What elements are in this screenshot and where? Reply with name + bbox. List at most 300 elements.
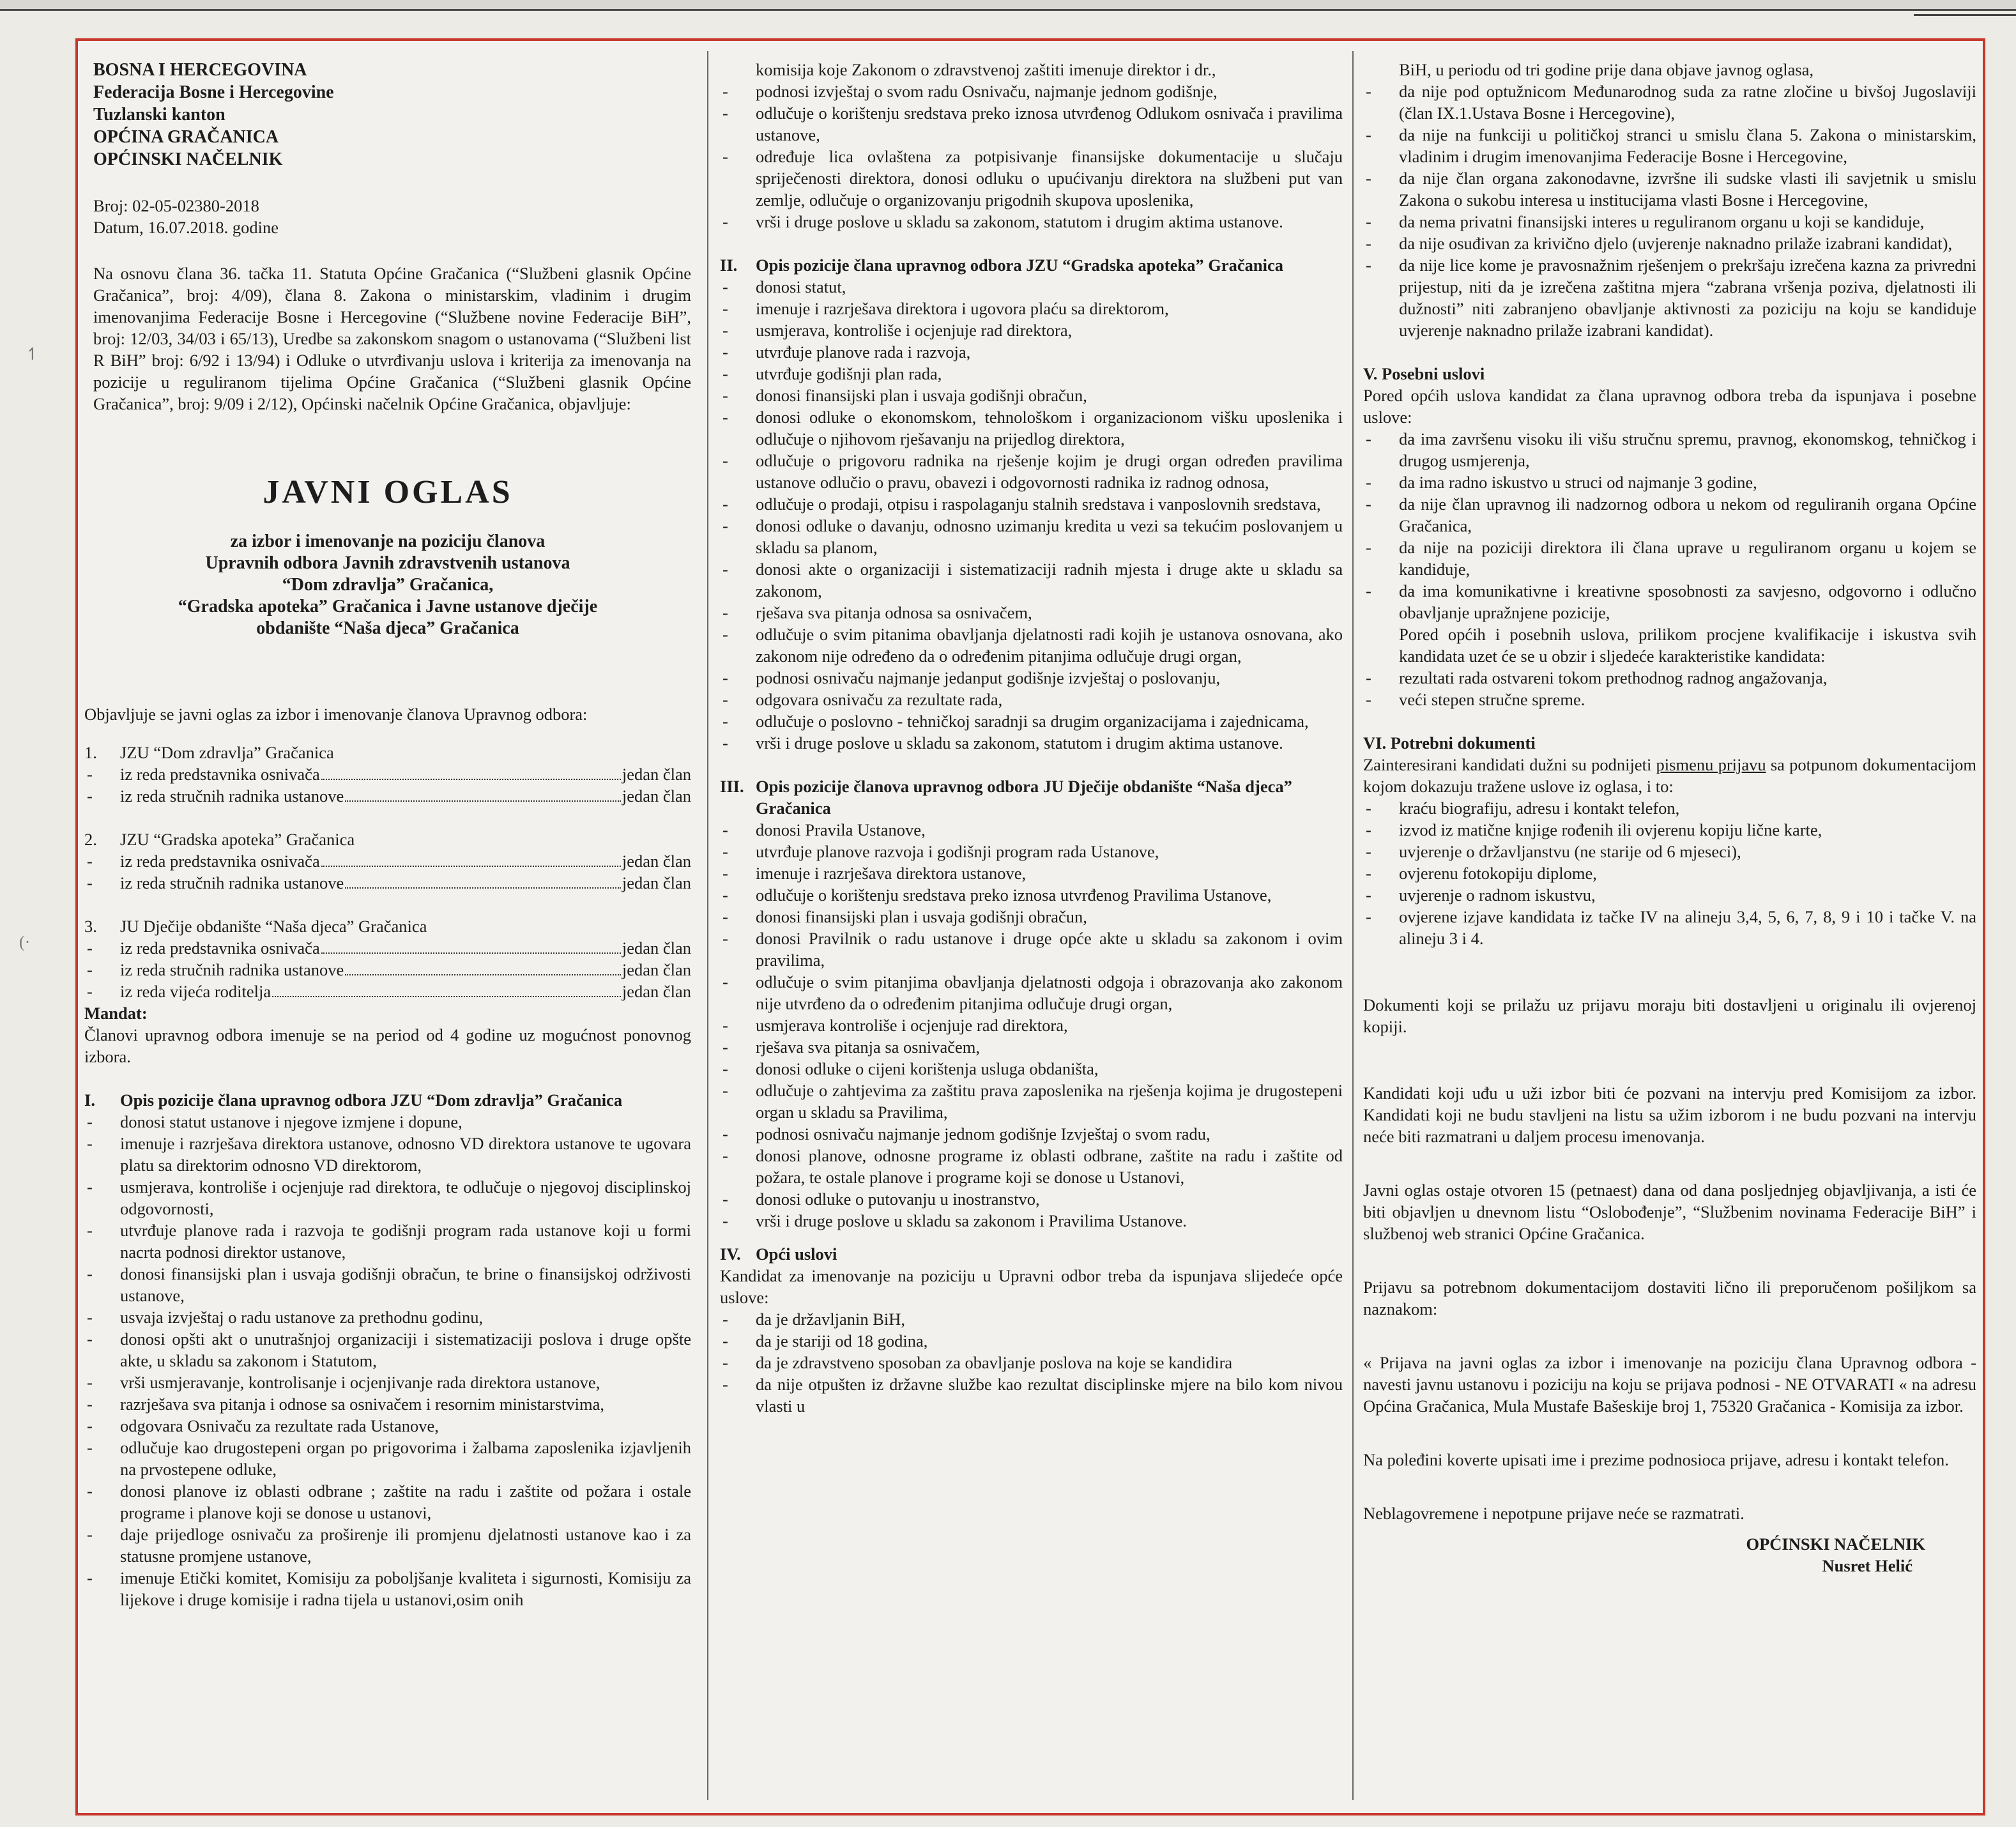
letterhead-line: BOSNA I HERCEGOVINA [93,60,307,80]
list-item [720,276,1343,298]
list-item [720,385,1343,406]
bullet-dash: - [722,451,728,470]
list-item [1363,254,1976,341]
bullet-dash: - [87,1525,93,1544]
list-item [1363,884,1976,906]
list-item-text: odlučuje o svim pitanjima obavljanja djelatnosti odgoja i obrazovanja ako zakonom nije utvrđeno da o određenim pitanjima odlučuje drugi organ, [756,972,1343,1013]
list-item-text: usmjerava, kontroliše i ocjenjuje rad direktora, te odlučuje o njegovoj disciplinskoj odgovornosti, [120,1177,691,1218]
list-item-text: donosi finansijski plan i usvaja godišnji obračun, [756,386,1087,405]
bullet-dash: - [87,1134,93,1153]
bullet-dash: - [722,603,728,622]
announcement-text: Objavljuje se javni oglas za izbor i imenovanje članova Upravnog odbora: [84,705,588,724]
bullet-dash: - [1366,82,1371,101]
reference-date: Datum, 16.07.2018. godine [93,218,279,237]
list-item [720,146,1343,211]
list-item-text: donosi statut, [756,277,846,296]
bullet-dash: - [722,864,728,883]
bullet-dash: - [722,733,728,753]
notice-title: JAVNI OGLAS [263,474,513,510]
public-notice [75,38,1985,1816]
section-heading [1363,732,1976,754]
list-item-text: daje prijedloge osnivaču za proširenje ili promjenu djelatnosti ustanove kao i za statusne promjene ustanove, [120,1525,691,1566]
institution-name: JZU “Gradska apoteka” Gračanica [120,830,355,849]
list-item [1363,862,1976,884]
list-item-text: komisija koje Zakonom o zdravstvenoj zaštiti imenuje direktor i dr., [756,60,1216,79]
list-item [84,1328,691,1372]
list-item [1363,906,1976,949]
bullet-dash: - [1366,429,1371,448]
list-item [1363,167,1976,211]
list-item-text: da nije otpušten iz državne službe kao rezultat disciplinske mjere na bilo kom nivou vlasti u [756,1375,1343,1416]
bullet-dash: - [722,1211,728,1230]
closing-paragraph: « Prijava na javni oglas za izbor i imenovanje na poziciju člana Upravnog odbora - navesti javnu ustanovu i poziciju na koju se prijava podnosi - NE OTVARATI « na adresu Općina Gračanica, Mula Mustafe Bašeskije broj 1, 75320 Gračanica - Komisija za izbor. [1363,1353,1976,1416]
margin-mark: ↿ [26,345,40,363]
list-item [720,667,1343,689]
list-item-text: da ima komunikativne i kreativne sposobnosti za savjesno, odgovorno i odlučno obavljanje upražnjene pozicije, [1399,581,1976,622]
list-item [720,884,1343,906]
list-item-text: donosi planove, odnosne programe iz oblasti odbrane, zaštite na radu i zaštite od požara, te ostale planove i programe koji se donose u Ustanovi, [756,1146,1343,1187]
bullet-dash: - [87,1329,93,1349]
bullet-dash: - [1366,538,1371,557]
bullet-dash: - [722,1189,728,1209]
list-item [720,689,1343,710]
bullet-dash: - [87,1264,93,1283]
list-item-text: donosi finansijski plan i usvaja godišnji obračun, te brine o finansijskoj održivosti ustanove, [120,1264,691,1305]
bullet-dash: - [1366,842,1371,861]
bullet-dash: - [722,972,728,991]
closing-paragraph: Na poleđini koverte upisati ime i prezime podnosioca prijave, adresu i kontakt telefon. [1363,1450,1949,1469]
member-count: jedan član [622,982,691,1001]
subtitle-line: za izbor i imenovanje na poziciju članova [230,531,546,551]
section-extra: Pored općih i posebnih uslova, prilikom procjene kvalifikacije i iskustva svih kandidata uzet će se u obzir i sljedeće karakteristike kandidata: [1399,625,1976,666]
letterhead-line: OPĆINA GRAČANICA [93,127,279,147]
column-divider [707,51,708,1800]
list-item [84,1567,691,1610]
bullet-dash: - [1366,799,1371,818]
list-item-text: uvjerenje o državljanstvu (ne starije od 6 mjeseci), [1399,842,1741,861]
member-row: - iz reda stručnih radnika ustanove jedan član [87,786,691,806]
list-item [720,515,1343,558]
section-4-continued-list [1363,80,1976,341]
list-item-text: da ima radno iskustvo u struci od najmanje 3 godine, [1399,473,1757,492]
section-1-continued-list [720,80,1343,233]
list-item [84,1372,691,1393]
list-item [720,80,1343,102]
member-source: iz reda predstavnika osnivača [120,765,320,784]
bullet-dash: - [722,147,728,166]
bullet-dash: - [722,342,728,362]
bullet-dash: - [722,494,728,514]
list-item [720,341,1343,363]
institution-number: 1. [84,743,97,762]
list-item [1363,580,1976,623]
list-item [720,862,1343,884]
list-item-text: rješava sva pitanja odnosa sa osnivačem, [756,603,1032,622]
list-item [720,1123,1343,1145]
section-title: Opis pozicije člana upravnog odbora JZU “Gradska apoteka” Gračanica [756,256,1283,275]
list-item-text: da nije član organa zakonodavne, izvršne ili sudske vlasti ili savjetnik u smislu Zakona o sukobu interesa u institucijama vlasti Bosne i Hercegovine, [1399,169,1976,210]
list-item [84,1306,691,1328]
column-divider [1352,51,1354,1800]
bullet-dash: - [87,1177,93,1196]
list-item [84,1176,691,1219]
letterhead [84,59,691,171]
list-item-text: donosi odluke o ekonomskom, tehnološkom i organizacionom višku uposlenika i odlučuje o njihovom rješavanju na prijedlog direktora, [756,408,1343,448]
bullet-dash: - [722,1375,728,1394]
member-count: jedan član [622,960,691,979]
member-count: jedan član [622,765,691,784]
list-item [1363,689,1976,710]
page-top-rule [0,0,2016,11]
bullet-dash: - [1366,690,1371,709]
list-item [84,1480,691,1524]
list-item-text: uvjerenje o radnom iskustvu, [1399,885,1596,905]
member-count: jedan član [622,873,691,892]
bullet-dash: - [722,1037,728,1057]
section-number: I. [84,1090,95,1110]
section-intro: Pored općih uslova kandidat za člana upravnog odbora treba da ispunjava i posebne uslove: [1363,386,1976,427]
list-item [720,710,1343,732]
list-item-text: da je stariji od 18 godina, [756,1331,928,1350]
bullet-dash: - [87,1373,93,1392]
list-item [84,1415,691,1437]
list-item-text: imenuje i razrješava direktora ustanove, odnosno VD direktora ustanove te ugovara platu sa direktorim odnosno VD direktorom, [120,1134,691,1175]
list-item [720,1014,1343,1036]
section-intro: Kandidat za imenovanje na poziciju u Upravni odbor treba da ispunjava slijedeće opće uslove: [720,1266,1343,1307]
section-5-extra-list [1363,667,1976,710]
list-item-text: vrši i druge poslove u skladu sa zakonom, statutom i drugim aktima ustanove. [756,733,1283,753]
list-item [720,363,1343,385]
list-item [84,1393,691,1415]
institution-name: JZU “Dom zdravlja” Gračanica [120,743,334,762]
institution-number: 2. [84,830,97,849]
bullet-dash: - [722,907,728,926]
list-item-text: da nije na poziciji direktora ili člana uprave u reguliranom organu u kojem se kandiduje, [1399,538,1976,579]
list-item [720,1210,1343,1232]
list-item [1363,59,1976,80]
subtitle-line: Upravnih odbora Javnih zdravstvenih ustanova [205,553,570,573]
list-item-text: određuje lica ovlaštena za potpisivanje finansijske dokumentacije u slučaju spriječenosti direktora, donosi odluku o upućivanju direktora na službeni put van zemlje, odlučuje o organizovanju prigodnih skupova uposlenika, [756,147,1343,210]
bullet-dash: - [1366,885,1371,905]
list-item [720,1058,1343,1080]
list-item-text: imenuje i razrješava direktora i ugovora plaću sa direktorom, [756,299,1169,318]
section-number: III. [720,777,744,796]
list-item-text: vrši i druge poslove u skladu sa zakonom, statutom i drugim aktima ustanove. [756,212,1283,231]
list-item [1363,841,1976,862]
closing-paragraph: Javni oglas ostaje otvoren 15 (petnaest) dana od dana posljednjeg objavljivanja, a isti će biti objavljen u dnevnom listu “Oslobođenje”, “Službenim novinama Federacije BiH” i službenoj web stranici Općine Gračanica. [1363,1181,1976,1243]
member-source: iz reda stručnih radnika ustanove [120,960,344,979]
list-item [1363,471,1976,493]
list-item [720,1036,1343,1058]
member-row: - iz reda predstavnika osnivača jedan član [87,938,691,958]
bullet-dash: - [1366,820,1371,839]
bullet-dash: - [722,712,728,731]
bullet-dash: - [1366,234,1371,253]
list-item-text: da nije osuđivan za krivično djelo (uvjerenje naknadno prilaže izabrani kandidat), [1399,234,1953,253]
bullet-dash: - [87,1416,93,1435]
bullet-dash: - [722,1353,728,1372]
institution-heading [84,742,691,763]
list-item-text: utvrđuje planove rada i razvoja te godišnji program rada ustanove koji u formi nacrta podnosi direktor ustanove, [120,1221,691,1262]
list-item-text: odlučuje o korištenju sredstava preko iznosa utvrđenog Odlukom osnivača i pravilima ustanove, [756,103,1343,144]
list-item-text: kraću biografiju, adresu i kontakt telefon, [1399,799,1680,818]
member-source: iz reda predstavnika osnivača [120,938,320,958]
bullet-dash: - [1366,668,1371,687]
list-item [720,102,1343,146]
list-item-text: da ima završenu visoku ili višu stručnu spremu, pravnog, ekonomskog, tehničkog i drugog usmjerenja, [1399,429,1976,470]
list-item [84,1437,691,1480]
list-item-text: odlučuje o zahtjevima za zaštitu prava zaposlenika na rješenja kojima je drugostepeni organ u skladu sa Pravilima, [756,1081,1343,1122]
list-item [1363,667,1976,689]
bullet-dash: - [722,1146,728,1165]
closing-paragraph: Neblagovremene i nepotpune prijave neće se razmatrati. [1363,1504,1745,1523]
list-item [720,1352,1343,1373]
letterhead-line: OPĆINSKI NAČELNIK [93,149,283,169]
page-top-rule-right [1914,14,2016,16]
list-item [84,1133,691,1176]
bullet-dash: - [87,1481,93,1501]
list-item-text: da nije član upravnog ili nadzornog odbora u nekom od reguliranih organa Općine Gračanica, [1399,494,1976,535]
list-item-text: imenuje i razrješava direktora ustanove, [756,864,1027,883]
member-source: iz reda stručnih radnika ustanove [120,786,344,806]
list-item [1363,819,1976,841]
member-row: - iz reda stručnih radnika ustanove jedan član [87,960,691,979]
column-3 [1363,59,1976,1794]
bullet-dash: - [722,277,728,296]
bullet-dash: - [722,408,728,427]
list-item-text: utvrđuje planove rada i razvoja, [756,342,971,362]
list-item-text: podnosi osnivaču najmanje jednom godišnje Izvještaj o svom radu, [756,1124,1210,1143]
written-application: pismenu prijavu [1656,755,1766,774]
bullet-dash: - [722,103,728,123]
bullet-dash: - [1366,212,1371,231]
bullet-dash: - [1366,125,1371,144]
list-item [1363,211,1976,233]
section-4-list [720,1308,1343,1417]
bullet-dash: - [722,364,728,383]
section-title: Opis pozicije člana upravnog odbora JZU “Dom zdravlja” Gračanica [120,1090,623,1110]
list-item-text: imenuje Etički komitet, Komisiju za poboljšanje kvaliteta i sigurnosti, Komisiju za lijekove i druge komisije i radna tijela u ustanovi,osim onih [120,1568,691,1609]
margin-mark: (· [19,933,31,951]
list-item-text: donosi finansijski plan i usvaja godišnji obračun, [756,907,1087,926]
letterhead-line: Federacija Bosne i Hercegovine [93,82,334,102]
list-item-text: podnosi izvještaj o svom radu Osnivaču, najmanje jednom godišnje, [756,82,1218,101]
section-heading [84,1089,691,1111]
list-item-text: vrši i druge poslove u skladu sa zakonom i Pravilima Ustanove. [756,1211,1187,1230]
list-item-text: donosi opšti akt o unutrašnjoj organizaciji i sistematizaciji poslova i druge opšte akte, u skladu sa zakonom i Statutom, [120,1329,691,1370]
list-item [1363,124,1976,167]
bullet-dash: - [87,1308,93,1327]
list-item [720,59,1343,80]
list-item-text: da nije pod optužnicom Međunarodnog suda za ratne zločine u bivšoj Jugoslaviji (član IX.1.Ustava Bosne i Hercegovine), [1399,82,1976,123]
bullet-dash: - [722,82,728,101]
institution-heading [84,915,691,937]
legal-preamble: Na osnovu člana 36. tačka 11. Statuta Općine Gračanica (“Službeni glasnik Općine Gračanica”, broj: 4/09), člana 8. Zakona o ministarskim, vladinim i drugim imenovanjima Federacije Bosne i Hercegovine (“Službene novine Federacije BiH”, broj: 12/03, 34/03 i 65/13), Uredbe sa zakonskom snagom o ustanovama (“Službeni list R BiH” broj: 6/92 i 13/94) i Odluke o utvrđivanju uslova i kriterija za imenovanja na pozicije u reguliranom tijelima Općine Gračanica (“Službeni glasnik Općine Gračanica”, broj: 9/09 i 2/12), Općinski načelnik Općine Gračanica, objavljuje: [93,264,691,413]
bullet-dash: - [1366,581,1371,600]
bullet-dash: - [722,929,728,948]
list-item-text: usmjerava kontroliše i ocjenjuje rad direktora, [756,1016,1068,1035]
list-item-text: usvaja izvještaj o radu ustanove za prethodnu godinu, [120,1308,484,1327]
list-item [720,623,1343,667]
section-heading [720,776,1343,819]
bullet-dash: - [722,560,728,579]
list-item [720,1308,1343,1330]
list-item-text: donosi Pravila Ustanove, [756,820,926,839]
list-item [720,906,1343,928]
bullet-dash: - [722,1310,728,1329]
list-item-text: da nije lice kome je pravosnažnim rješenjem o prekršaju izrečena kazna za privredni prijestup, niti da je izrečena zaštitna mjera “zabrana vršenja poziva, djelatnosti ili dužnosti” niti zabranjeno obavljanje aktivnosti za poziciju na koju se kandiduje uvjerenje naknadno prilaže izabrani kandidat). [1399,256,1976,340]
bullet-dash: - [87,1395,93,1414]
section-3-list [720,819,1343,1232]
closing-paragraph: Dokumenti koji se prilažu uz prijavu moraju biti dostavljeni u originalu ili ovjerenoj kopiji. [1363,995,1976,1036]
list-item [720,928,1343,971]
list-item-text: vrši usmjeravanje, kontrolisanje i ocjenjivanje rada direktora ustanove, [120,1373,600,1392]
signature-title: OPĆINSKI NAČELNIK [1746,1534,1925,1554]
list-item-text: odlučuje o korištenju sredstava preko iznosa utvrđenog Pravilima Ustanove, [756,885,1272,905]
list-item [1363,493,1976,537]
member-row: - iz reda predstavnika osnivača jedan član [87,852,691,871]
section-title: Opis pozicije članova upravnog odbora JU Dječije obdanište “Naša djeca” Gračanica [756,777,1292,818]
list-item [720,1188,1343,1210]
bullet-dash: - [722,1081,728,1100]
list-item [720,558,1343,602]
bullet-dash: - [722,842,728,861]
subtitle-line: “Gradska apoteka” Gračanica i Javne ustanove dječije [178,597,598,616]
list-item [1363,797,1976,819]
bullet-dash: - [87,1112,93,1131]
list-item-text: veći stepen stručne spreme. [1399,690,1585,709]
list-item-text: donosi Pravilnik o radu ustanove i druge opće akte u skladu sa zakonom i ovim pravilima, [756,929,1343,970]
list-item-text: rješava sva pitanja sa osnivačem, [756,1037,980,1057]
bullet-dash: - [722,1331,728,1350]
section-6-list [1363,797,1976,949]
member-row: - iz reda vijeća roditelja jedan član [87,982,691,1001]
column-1 [84,59,691,1794]
section-number: II. [720,256,738,275]
list-item [84,1219,691,1263]
bullet-dash: - [87,1438,93,1457]
list-item [720,841,1343,862]
bullet-dash: - [722,299,728,318]
list-item [1363,233,1976,254]
list-item-text: odlučuje o prigovoru radnika na rješenje kojim je drugi organ određen pravilima ustanove odlučio o pravu, obavezi i odgovornosti radnika iz radnog odnosa, [756,451,1343,492]
section-intro [1363,754,1976,797]
list-item [720,211,1343,233]
list-item [720,732,1343,754]
list-item [720,406,1343,450]
member-row: - iz reda stručnih radnika ustanove jedan član [87,873,691,892]
section-title: Posebni uslovi [1381,364,1485,383]
bullet-dash: - [722,820,728,839]
member-count: jedan član [622,852,691,871]
reference-block [93,195,691,238]
list-item [1363,537,1976,580]
section-intro-text: Zainteresirani kandidati dužni su podnijeti [1363,755,1656,774]
bullet-dash: - [87,1221,93,1240]
bullet-dash: - [722,625,728,644]
notice-subtitle [84,531,691,639]
bullet-dash: - [722,1124,728,1143]
subtitle-line: obdanište “Naša djeca” Gračanica [256,618,519,638]
letterhead-line: Tuzlanski kanton [93,105,225,125]
bullet-dash: - [722,321,728,340]
bullet-dash: - [1366,473,1371,492]
list-item-text: utvrđuje godišnji plan rada, [756,364,942,383]
section-heading [720,1243,1343,1265]
list-item-text: donosi akte o organizaciji i sistematizaciji radnih mjesta i druge akte u skladu sa zakonom, [756,560,1343,600]
section-heading [720,254,1343,276]
list-item-text: odlučuje kao drugostepeni organ po prigovorima i žalbama zaposlenika izjavljenih na prvostepene odluke, [120,1438,691,1479]
member-source: iz reda vijeća roditelja [120,982,271,1001]
list-item [720,1373,1343,1417]
list-item-text: razrješava sva pitanja i odnose sa osnivačem i resornim ministarstvima, [120,1395,604,1414]
list-item-text: odlučuje o poslovno - tehničkoj saradnji sa drugim organizacijama i zajednicama, [756,712,1309,731]
section-number: V. [1363,364,1378,383]
section-1-list [84,1111,691,1610]
bullet-dash: - [722,1059,728,1078]
list-item [84,1524,691,1567]
member-source: iz reda predstavnika osnivača [120,852,320,871]
closing-paragraph: Prijavu sa potrebnom dokumentacijom dostaviti lično ili preporučenom pošiljkom sa naznakom: [1363,1278,1976,1319]
member-row: - iz reda predstavnika osnivača jedan član [87,765,691,784]
reference-number: Broj: 02-05-02380-2018 [93,196,259,215]
list-item-text: da je zdravstveno sposoban za obavljanje poslova na koje se kandidira [756,1353,1233,1372]
list-item-text: donosi planove iz oblasti odbrane ; zaštite na radu i zaštite od požara i ostale programe i planove koji se donose u ustanovi, [120,1481,691,1522]
list-item-text: donosi odluke o putovanju u inostranstvo, [756,1189,1040,1209]
section-heading [1363,363,1976,385]
bullet-dash: - [1366,864,1371,883]
section-number: VI. [1363,733,1387,753]
list-item [720,602,1343,623]
signature-name: Nusret Helić [1822,1556,1913,1575]
institution-heading [84,829,691,850]
list-item [84,1111,691,1133]
list-item-text: odlučuje o prodaji, otpisu i raspolaganju stalnih sredstava i vanposlovnih sredstava, [756,494,1321,514]
institution-number: 3. [84,917,97,936]
bullet-dash: - [722,386,728,405]
list-item [720,1330,1343,1352]
list-item-text: da nije na funkciji u političkoj stranci u smislu člana 5. Zakona o ministarskim, vladinim i drugim imenovanjima Federacije Bosne i Hercegovine, [1399,125,1976,166]
list-item-text: rezultati rada ostvareni tokom prethodnog radnog angažovanja, [1399,668,1828,687]
section-title: Opći uslovi [756,1244,837,1264]
closing-paragraph: Kandidati koji uđu u uži izbor biti će pozvani na intervju pred Komisijom za izbor. Kandidati koji ne budu stavljeni na listu sa užim izborom i ne budu pozvani na intervju neće biti razmatrani u daljem procesu imenovanja. [1363,1083,1976,1146]
section-5-list [1363,428,1976,623]
member-source: iz reda stručnih radnika ustanove [120,873,344,892]
list-item-text: utvrđuje planove razvoja i godišnji program rada Ustanove, [756,842,1159,861]
mandate-heading: Mandat: [84,1004,148,1023]
bullet-dash: - [722,668,728,687]
bullet-dash: - [1366,907,1371,926]
list-item [1363,428,1976,471]
institution-list [84,742,691,1002]
section-number: IV. [720,1244,741,1264]
list-item-text: donosi odluke o davanju, odnosno uzimanju kredita u vezi sa tekućim poslovanjem u skladu sa planom, [756,516,1343,557]
section-title: Potrebni dokumenti [1390,733,1536,753]
list-item-text: podnosi osnivaču najmanje jedanput godišnje izvještaj o poslovanju, [756,668,1221,687]
list-item [720,1080,1343,1123]
list-item-text: odgovara osnivaču za rezultate rada, [756,690,1003,709]
list-item [84,1263,691,1306]
bullet-dash: - [722,690,728,709]
institution-name: JU Dječije obdanište “Naša djeca” Gračanica [120,917,427,936]
list-item [720,450,1343,493]
bullet-dash: - [722,1016,728,1035]
section-intro-text: sa potpunom dokumentacijom kojom dokazuju tražene uslove iz oglasa, i to: [1363,755,1976,796]
section-2-list [720,276,1343,754]
bullet-dash: - [722,516,728,535]
bullet-dash: - [1366,169,1371,188]
list-item-text: donosi statut ustanove i njegove izmjene i dopune, [120,1112,462,1131]
